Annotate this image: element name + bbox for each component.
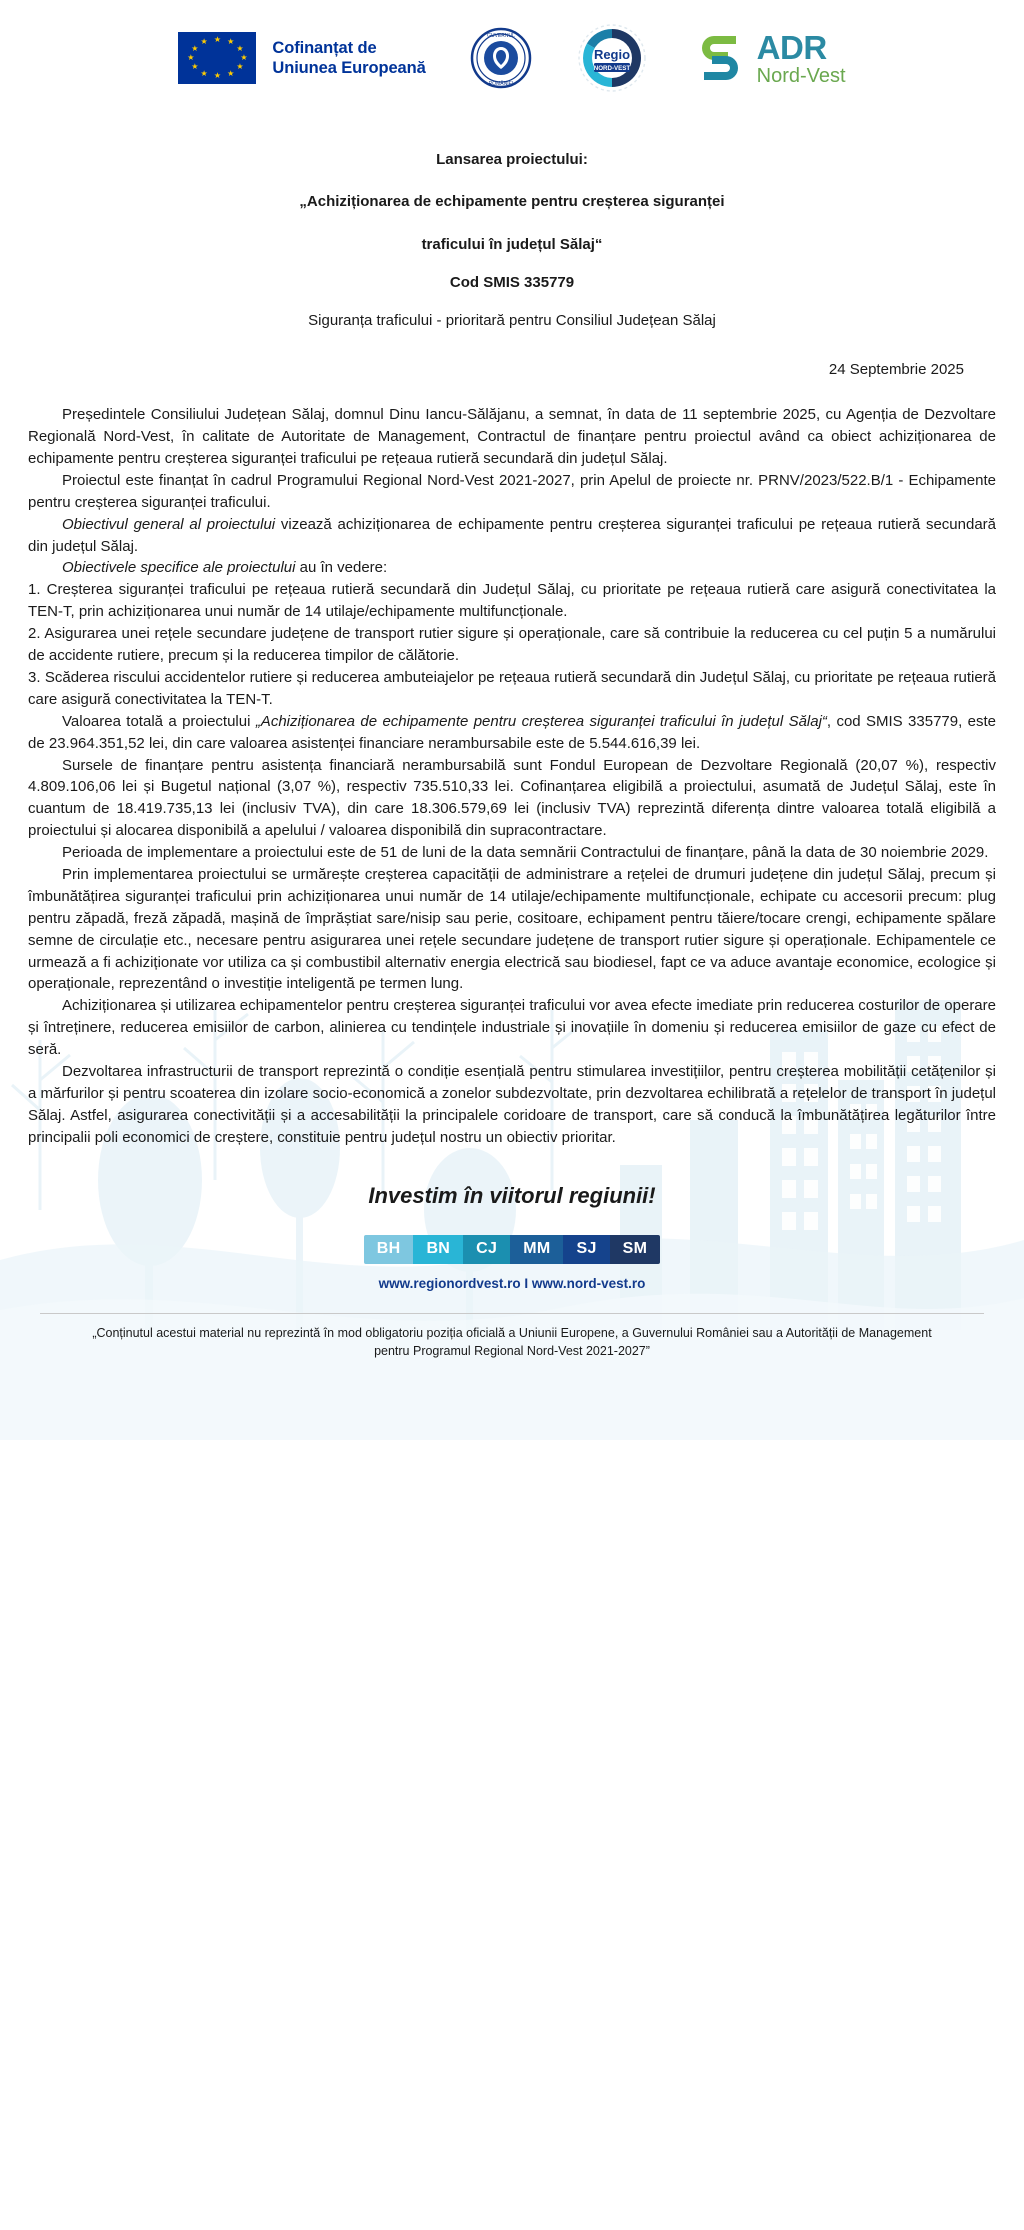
paragraph-funding-sources: Sursele de finanțare pentru asistența financiară nerambursabilă sunt Fondul European de Dezvoltare Regională (20,07 %), respectiv 4.809.106,06 lei și Bugetul național (3,07 %), respectiv 735.510,33 lei. Cofinanțarea eligibilă a proiectului, asumată de Județul Sălaj, este în cuantum de 18.419.735,13 lei (inclusiv TVA), din care 18.306.579,69 lei (inclusiv TVA) reprezintă diferența dintre valoarea totală eligibilă a proiectului și alocarea disponibilă a apelului / valoarea disponibilă din supracontractare.	[28, 756, 996, 840]
page-subtitle: Siguranța traficului - prioritară pentru Consiliul Județean Sălaj	[308, 312, 716, 329]
title-line-1: Lansarea proiectului:	[436, 151, 588, 168]
adr-monogram-icon	[692, 32, 748, 84]
specific-objectives-label: Obiectivele specifice ale proiectului	[62, 559, 296, 577]
article-body	[0, 404, 1024, 1148]
eu-flag-icon: ★ ★ ★ ★ ★ ★ ★ ★ ★ ★ ★ ★	[178, 32, 256, 84]
county-codes-bar	[364, 1235, 661, 1264]
campaign-slogan: Investim în viitorul regiunii!	[368, 1182, 656, 1208]
adr-nord-vest-logo	[692, 28, 846, 87]
title-block	[0, 150, 1024, 331]
website-links[interactable]: www.regionordvest.ro I www.nord-vest.ro	[378, 1275, 646, 1291]
paragraph-equipment-details: Prin implementarea proiectului se urmărește creșterea capacității de administrare a rețelei de drumuri județene din județul Sălaj, precum și îmbunătățirea siguranței traficului prin achiziționarea unui număr de 14 utilaje/echipamente multifuncționale, echipate cu accesorii precum: plug pentru zăpadă, freză zăpadă, mașină de împrăștiat sare/nisip sau perie, cositoare, echipament pentru tăiere/tocare crengi, echipamente spălare semne de circulație etc., necesare pentru asigurarea unei rețele secundare județene de transport rutier sigure și operaționale. Echipamentele ce urmează a fi achiziționate vor utiliza ca și combustibil alternativ energia electrică sau biodiesel, fapt ce va aduce avantaje economice, ecologice și operaționale, reprezentând o investiție inteligentă pe termen lung.	[28, 865, 996, 993]
specific-objectives-intro-text: au în vedere:	[295, 559, 388, 577]
paragraph-specific-objectives-intro	[28, 557, 996, 579]
total-value-amounts: , cod SMIS 335779, este de 23.964.351,52 lei, din care valoarea asistenței financiare nerambursabile este de 5.544.616,39 lei.	[28, 712, 996, 752]
total-value-prefix: Valoarea totală a proiectului	[62, 712, 256, 730]
county-badge-bh: BH	[364, 1235, 414, 1264]
county-badge-bn: BN	[413, 1235, 463, 1264]
adr-sub-text: Nord-Vest	[756, 64, 846, 87]
adr-wordmark	[756, 28, 846, 87]
title-line-2: „Achiziționarea de echipamente pentru creșterea siguranței	[299, 193, 725, 211]
total-value-project-name: „Achiziționarea de echipamente pentru creșterea siguranței traficului în județul Sălaj“	[255, 712, 827, 730]
footer-divider	[40, 1313, 984, 1314]
objective-item-2: 2. Asigurarea unei rețele secundare județene de transport rutier sigure și operaționale, care să contribuie la reducerea cu cel puțin 5 a numărului de accidente rutiere, precum și la reducerea timpilor de călătorie.	[28, 625, 996, 665]
county-badge-cj: CJ	[463, 1235, 510, 1264]
eu-logo-line2: Uniunea Europeană	[272, 59, 426, 77]
paragraph-expected-effects: Achiziționarea și utilizarea echipamentelor pentru creșterea siguranței traficului vor avea efecte imediate prin reducerea costurilor de operare și întreținere, reducerea emisiilor de carbon, alinierea cu tendințele industriale și inovațiile în domeniu și reducerea emisiilor de gaze cu efect de seră.	[28, 997, 996, 1059]
regio-sub-wordmark: NORD-VEST	[593, 65, 630, 72]
eu-cofinancing-logo	[178, 32, 425, 84]
county-badge-sj: SJ	[563, 1235, 609, 1264]
document-date: 24 Septembrie 2025	[828, 361, 964, 379]
svg-text:ROMÂNIEI: ROMÂNIEI	[488, 81, 514, 87]
county-badge-sm: SM	[610, 1235, 661, 1264]
paragraph-implementation-period: Perioada de implementare a proiectului este de 51 de luni de la data semnării Contractului de finanțare, până la data de 30 noiembrie 2029.	[62, 844, 989, 862]
svg-text:GUVERNUL: GUVERNUL	[486, 33, 515, 39]
paragraph-funding-program: Proiectul este finanțat în cadrul Programului Regional Nord-Vest 2021-2027, prin Apelul de proiecte nr. PRNV/2023/522.B/1 - Echipamente pentru creșterea siguranței traficului.	[28, 471, 996, 511]
regio-wordmark: Regio	[593, 47, 630, 62]
title-line-3: traficului în județul Sălaj“	[421, 235, 603, 253]
legal-disclaimer: „Conținutul acestui material nu reprezintă în mod obligatoriu poziția oficială a Uniunii Europene, a Guvernului României sau a Autorității de Management pentru Programul Regional Nord-Vest 2021-2027”	[92, 1325, 932, 1358]
regio-nord-vest-logo	[576, 22, 648, 94]
objective-item-1: 1. Creșterea siguranței traficului pe rețeaua rutieră secundară din Județul Sălaj, cu prioritate pe rețeaua rutieră care asigură conectivitatea la TEN-T, prin achiziționarea unui număr de 14 utilaje/echipamente multifuncționale.	[28, 581, 996, 621]
paragraph-signing: Președintele Consiliului Județean Sălaj, domnul Dinu Iancu-Sălăjanu, a semnat, în data de 11 septembrie 2025, cu Agenția de Dezvoltare Regională Nord-Vest, în calitate de Autoritate de Management, Contractul de finanțare pentru proiectul având ca obiect achiziționarea de echipamente pentru creșterea siguranței traficului pe rețeaua rutieră secundară din județul Sălaj.	[28, 406, 996, 468]
objective-item-3: 3. Scăderea riscului accidentelor rutiere și reducerea ambuteiajelor pe rețeaua rutieră secundară din Județul Sălaj, cu prioritate pe rețeaua rutieră care asigură conectivitatea la TEN-T.	[28, 668, 996, 708]
page-footer	[0, 1235, 1024, 1360]
smis-code: Cod SMIS 335779	[449, 273, 575, 291]
paragraph-infrastructure-conclusion: Dezvoltarea infrastructurii de transport reprezintă o condiție esențială pentru stimularea investițiilor, pentru creșterea mobilității cetățenilor și a mărfurilor și pentru scoaterea din izolare socio-economică a zonelor subdezvoltate, prin dezvoltarea echilibrată a rețelelor de transport în județul Sălaj. Astfel, asigurarea conectivității și a accesabilității la principalele coridoare de transport, care să conducă la îmbunătățirea legăturilor între principalii poli economici de creștere, constituie pentru județul nostru un obiectiv prioritar.	[28, 1062, 996, 1146]
romanian-government-seal-icon	[470, 27, 532, 89]
funding-logo-strip	[0, 0, 1024, 102]
general-objective-text: vizează achiziționarea de echipamente pentru creșterea siguranței traficului pe rețeaua rutieră secundară din județul Sălaj.	[28, 515, 997, 555]
adr-main-text: ADR	[756, 28, 827, 66]
eu-logo-text	[272, 38, 425, 78]
paragraph-general-objective	[28, 514, 996, 558]
eu-logo-line1: Cofinanțat de	[272, 38, 377, 57]
paragraph-total-value	[28, 711, 996, 755]
general-objective-label: Obiectivul general al proiectului	[62, 515, 276, 533]
county-badge-mm: MM	[510, 1235, 563, 1264]
